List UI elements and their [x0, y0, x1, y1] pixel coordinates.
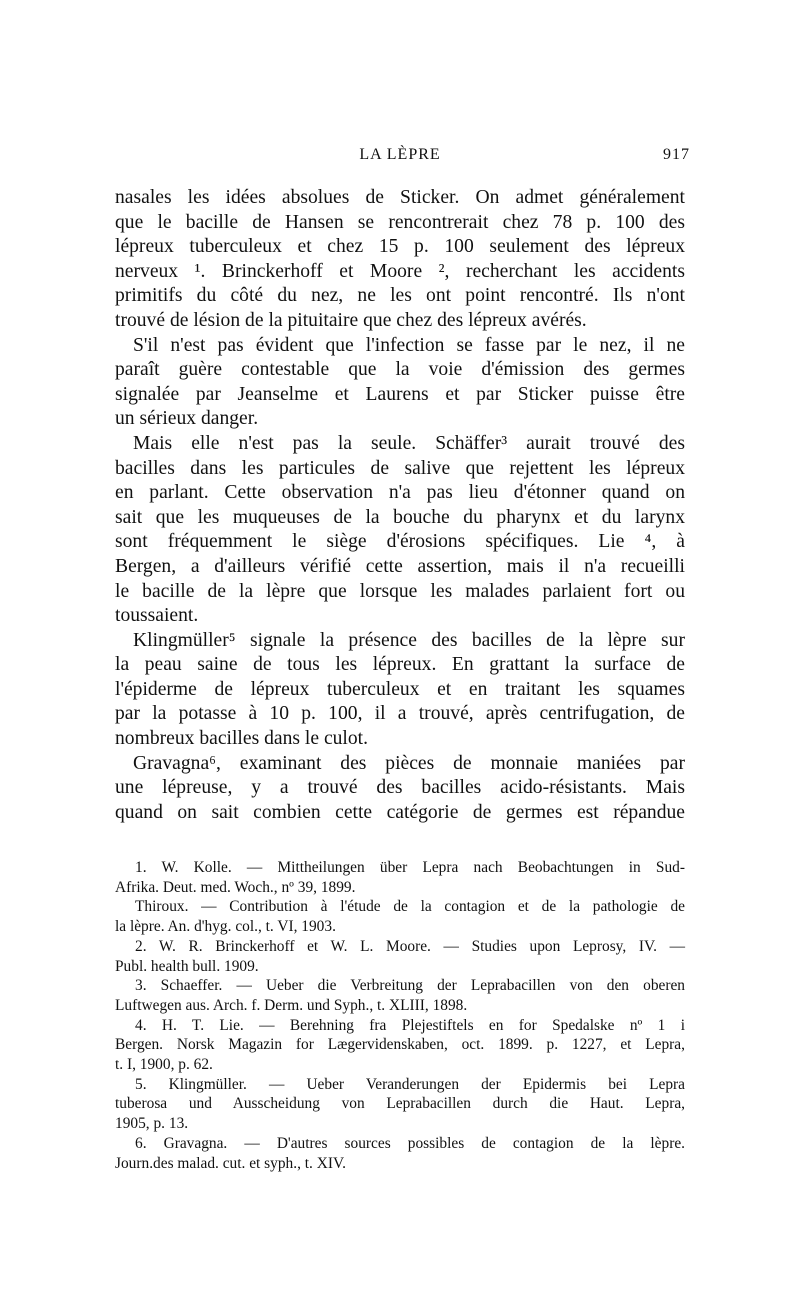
footnote-line: 1. W. Kolle. — Mittheilungen über Lepra nach Beobachtungen in Sud-: [135, 859, 685, 876]
footnotes: [115, 858, 685, 1173]
text-line: nombreux bacilles dans le culot.: [115, 728, 369, 750]
text-line: paraît guère contestable que la voie d'émission des germes: [115, 359, 685, 381]
footnote-line: 3. Schaeffer. — Ueber die Verbreitung der Leprabacillen von den oberen: [135, 977, 685, 995]
footnote-line: 4. H. T. Lie. — Berehning fra Plejestiftels en for Spedalske nº 1 i: [135, 1016, 685, 1034]
text-line: une lépreuse, y a trouvé des bacilles acido-résistants. Mais: [115, 777, 685, 799]
footnote-line: Luftwegen aus. Arch. f. Derm. und Syph., t. XLIII, 1898.: [115, 996, 468, 1014]
text-line: l'épiderme de lépreux tuberculeux et en traitant les squames: [115, 678, 685, 700]
footnote-line: Publ. health bull. 1909.: [115, 957, 259, 975]
footnote-line: Journ.des malad. cut. et syph., t. XIV.: [115, 1154, 346, 1172]
text-line: bacilles dans les particules de salive que rejettent les lépreux: [115, 457, 685, 479]
text-line: quand on sait combien cette catégorie de germes est répandue: [115, 801, 685, 823]
text-line: signalée par Jeanselme et Laurens et par Sticker puisse être: [115, 383, 685, 405]
footnote-line: Bergen. Norsk Magazin for Lægervidenskaben, oct. 1899. p. 1227, et Lepra,: [115, 1036, 685, 1054]
text-line: le bacille de la lèpre que lorsque les malades parlaient fort ou: [115, 580, 685, 602]
text-line: Mais elle n'est pas la seule. Schäffer³ aurait trouvé des: [133, 432, 685, 454]
footnote-line: 2. W. R. Brinckerhoff et W. L. Moore. — Studies upon Leprosy, IV. —: [135, 937, 685, 955]
footnote-line: 6. Gravagna. — D'autres sources possibles de contagion de la lèpre.: [135, 1134, 685, 1152]
text-line: que le bacille de Hansen se rencontrerait chez 78 p. 100 des: [115, 211, 685, 233]
text-line: la peau saine de tous les lépreux. En grattant la surface de: [115, 654, 685, 676]
text-line: toussaient.: [115, 605, 199, 627]
text-line: primitifs du côté du nez, ne les ont point rencontré. Ils n'ont: [115, 285, 685, 307]
text-line: Bergen, a d'ailleurs vérifié cette assertion, mais il n'a recueilli: [115, 555, 685, 577]
text-line: trouvé de lésion de la pituitaire que chez des lépreux avérés.: [115, 309, 587, 331]
footnote-line: t. I, 1900, p. 62.: [115, 1056, 213, 1074]
text-line: par la potasse à 10 p. 100, il a trouvé, après centrifugation, de: [115, 703, 685, 725]
text-line: nerveux ¹. Brinckerhoff et Moore ², recherchant les accidents: [115, 260, 685, 282]
footnote-line: 1905, p. 13.: [115, 1115, 189, 1133]
main-text: [115, 186, 685, 825]
running-title: LA LÈPRE: [359, 146, 441, 163]
text-line: nasales les idées absolues de Sticker. On admet généralement: [115, 187, 685, 208]
text-line: S'il n'est pas évident que l'infection se fasse par le nez, il ne: [133, 334, 685, 356]
text-line: Gravagna⁶, examinant des pièces de monnaie maniées par: [133, 752, 685, 774]
text-line: Klingmüller⁵ signale la présence des bacilles de la lèpre sur: [133, 629, 685, 651]
footnote-line: tuberosa und Ausscheidung von Leprabacillen durch die Haut. Lepra,: [115, 1095, 685, 1113]
footnote-line: la lèpre. An. d'hyg. col., t. VI, 1903.: [115, 918, 336, 936]
text-line: sont fréquemment le siège d'érosions spécifiques. Lie ⁴, à: [115, 531, 685, 553]
text-line: un sérieux danger.: [115, 408, 259, 430]
text-line: sait que les muqueuses de la bouche du pharynx et du larynx: [115, 506, 685, 528]
page-number: 917: [663, 146, 690, 163]
footnote-line: Afrika. Deut. med. Woch., nº 39, 1899.: [115, 878, 356, 896]
footnote-line: Thiroux. — Contribution à l'étude de la contagion et de la pathologie de: [135, 898, 685, 916]
footnote-line: 5. Klingmüller. — Ueber Veranderungen der Epidermis bei Lepra: [135, 1075, 685, 1093]
text-line: en parlant. Cette observation n'a pas lieu d'étonner quand on: [115, 482, 685, 504]
text-line: lépreux tuberculeux et chez 15 p. 100 seulement des lépreux: [115, 236, 685, 258]
running-header: [110, 146, 690, 170]
